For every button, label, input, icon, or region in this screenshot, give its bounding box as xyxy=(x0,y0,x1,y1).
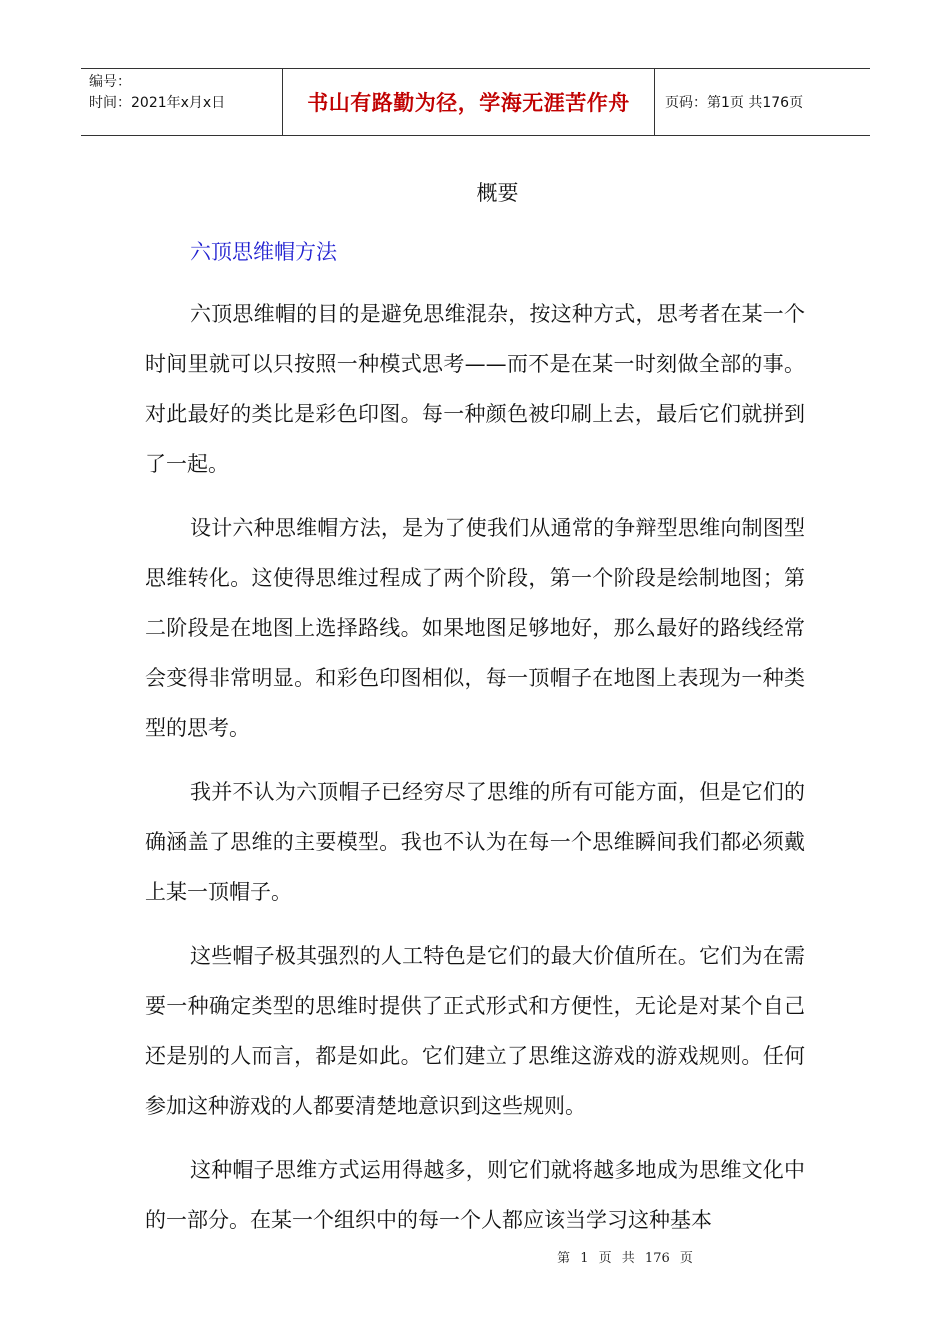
number-label: 编号： xyxy=(89,74,131,90)
paragraph: 设计六种思维帽方法，是为了使我们从通常的争辩型思维向制图型思维转化。这使得思维过程成了两个阶段，第一个阶段是绘制地图；第二阶段是在地图上选择路线。如果地图足够地好，那么最好的路线经常会变得非常明显。和彩色印图相似，每一顶帽子在地图上表现为一种类型的思考。 xyxy=(145,516,805,740)
paragraph: 我并不认为六顶帽子已经穷尽了思维的所有可能方面，但是它们的确涵盖了思维的主要模型。我也不认为在每一个思维瞬间我们都必须戴上某一顶帽子。 xyxy=(145,780,805,904)
section-heading: 六顶思维帽方法 xyxy=(190,240,337,264)
header-motto-cell xyxy=(283,69,655,135)
document-title: 概要 xyxy=(476,181,519,205)
date-label: 时间：2021年x月x日 xyxy=(89,95,226,111)
paragraph: 这些帽子极其强烈的人工特色是它们的最大价值所在。它们为在需要一种确定类型的思维时提供了正式形式和方便性，无论是对某个自己还是别的人而言，都是如此。它们建立了思维这游戏的游戏规则。任何参加这种游戏的人都要清楚地意识到这些规则。 xyxy=(145,944,805,1118)
header-table xyxy=(81,68,870,136)
motto-text: 书山有路勤为径，学海无涯苦作舟 xyxy=(307,91,630,115)
header-info-cell xyxy=(81,69,283,135)
header-page-cell xyxy=(655,69,870,135)
document-body xyxy=(145,289,805,1259)
footer-page-number: 第 1 页 共 176 页 xyxy=(557,1251,693,1266)
paragraph: 这种帽子思维方式运用得越多，则它们就将越多地成为思维文化中的一部分。在某一个组织中的每一个人都应该当学习这种基本 xyxy=(145,1158,805,1232)
paragraph: 六顶思维帽的目的是避免思维混杂，按这种方式，思考者在某一个时间里就可以只按照一种模式思考——而不是在某一时刻做全部的事。对此最好的类比是彩色印图。每一种颜色被印刷上去，最后它们就拼到了一起。 xyxy=(145,302,805,476)
page-label: 页码：第1页 共176页 xyxy=(665,95,804,111)
